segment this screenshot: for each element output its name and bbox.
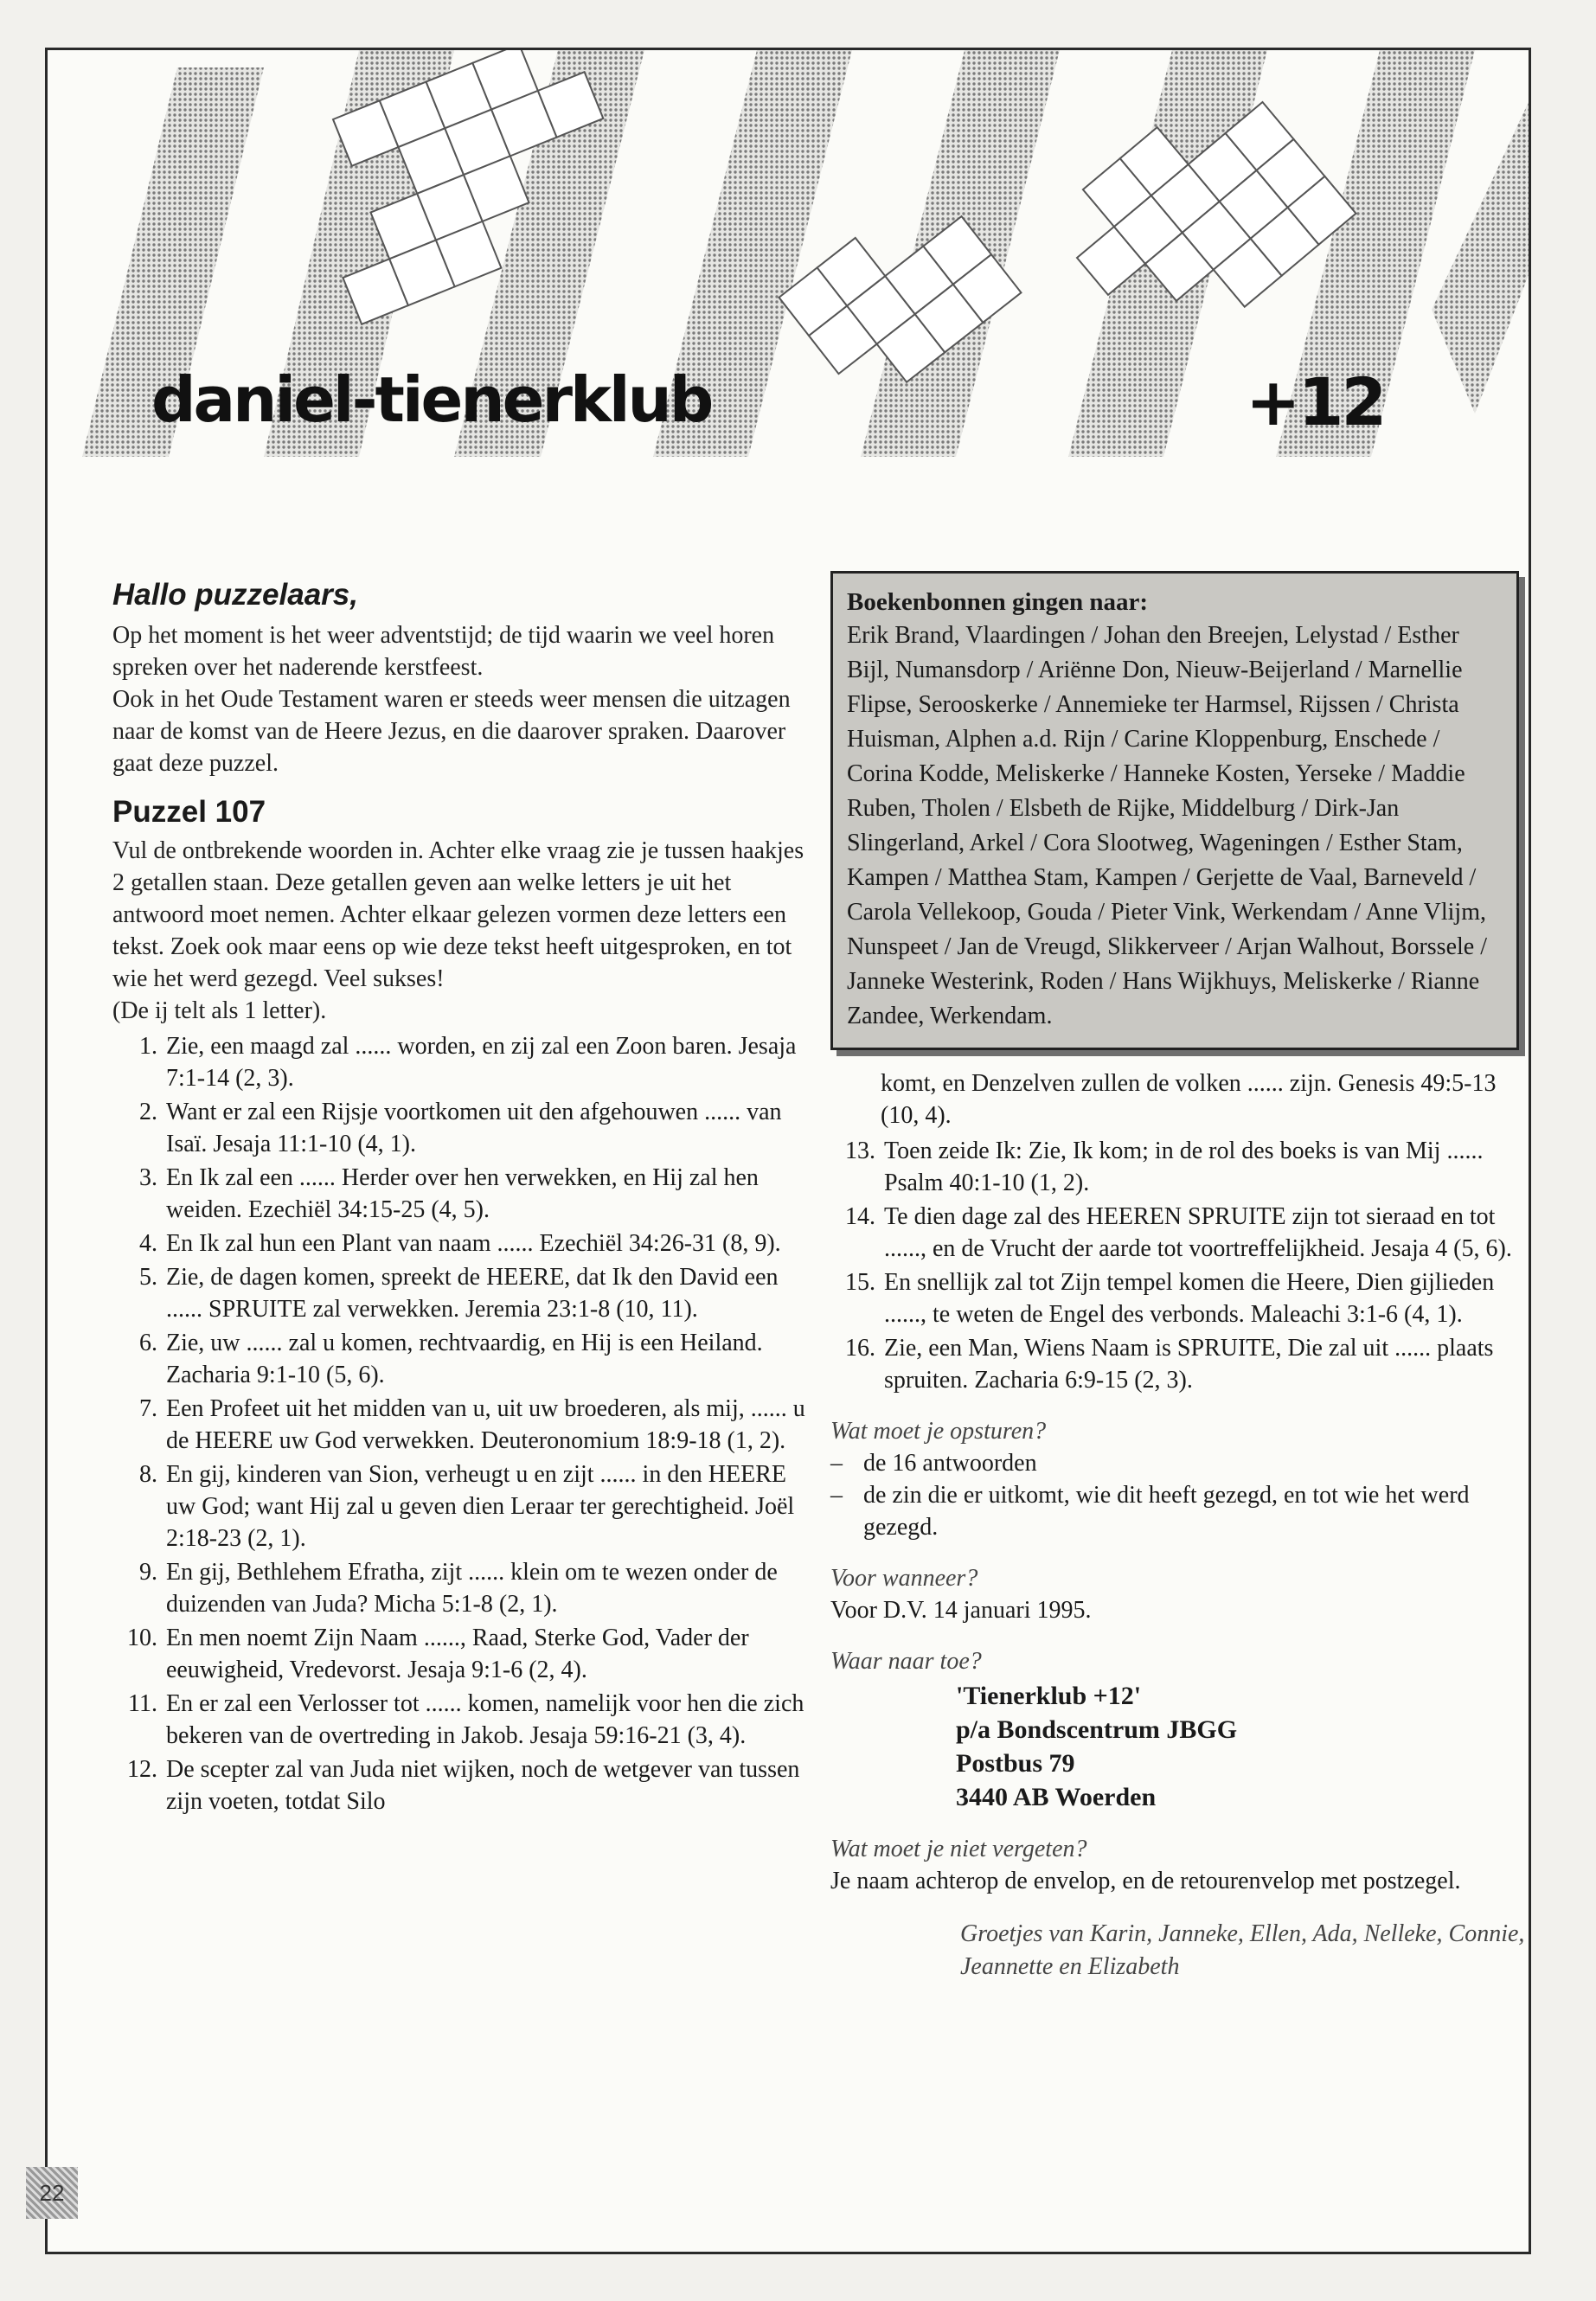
address-line: 'Tienerklub +12' — [956, 1682, 1142, 1710]
question-text: Toen zeide Ik: Zie, Ik kom; in de rol des boeks is van Mij ...... Psalm 40:1-10 (1, 2). — [884, 1138, 1484, 1196]
address-line: 3440 AB Woerden — [956, 1783, 1157, 1811]
questions-list-right — [830, 1135, 1527, 1396]
question-text: En gij, kinderen van Sion, verheugt u en zijt ...... in den HEERE uw God; want Hij zal u geven dien Leraar ter gerechtigheid. Joël 2:18-23 (2, 1). — [166, 1461, 795, 1552]
question-text: En Ik zal hun een Plant van naam ...... Ezechiël 34:26-31 (8, 9). — [166, 1230, 781, 1257]
deadline-answer: Voor D.V. 14 januari 1995. — [830, 1597, 1092, 1624]
question-text: En gij, Bethlehem Efratha, zijt ...... klein om te wezen onder de duizenden van Juda? Micha 5:1-8 (2, 1). — [166, 1559, 778, 1618]
question-number: 6. — [139, 1330, 157, 1356]
question-number: 16. — [845, 1335, 875, 1362]
question-number: 7. — [139, 1395, 157, 1422]
question-item — [112, 1227, 813, 1259]
question-12-continuation: komt, en Denzelven zullen de volken ...... zijn. Genesis 49:5-13 (10, 4). — [881, 1070, 1497, 1129]
question-item — [112, 1030, 813, 1094]
winners-list: Erik Brand, Vlaardingen / Johan den Breejen, Lelystad / Esther Bijl, Numansdorp / Ariënne Don, Nieuw-Beijerland / Marnellie Flipse, Serooskerke / Annemieke ter Harmsel, Rijssen / Christa Huisman, Alphen a.d. Rijn / Carine Kloppenburg, Enschede / Corina Kodde, Meliskerke / Hanneke Kosten, Yerseke / Maddie Ruben, Tholen / Elsbeth de Rijke, Middelburg / Dirk-Jan Slingerland, Arkel / Cora Slootweg, Wageningen / Esther Stam, Kampen / Matthea Stam, Kampen / Gerjette de Vaal, Barneveld / Carola Vellekoop, Gouda / Pieter Vink, Werkendam / Anne Vlijm, Nunspeet / Jan de Vreugd, Slikkerveer / Arjan Walhout, Borssele / Janneke Westerink, Roden / Hans Wijkhuys, Meliskerke / Rianne Zandee, Werkendam. — [847, 622, 1487, 1029]
puzzle-title: Puzzel 107 — [112, 795, 266, 829]
question-item — [112, 1458, 813, 1554]
question-number: 15. — [845, 1269, 875, 1296]
page-frame — [45, 48, 1531, 2254]
intro-paragraph: Ook in het Oude Testament waren er steeds weer mensen die uitzagen naar de komst van de Heere Jezus, en die daarover spraken. Daarover gaat deze puzzel. — [112, 686, 791, 777]
question-item — [830, 1201, 1527, 1265]
question-text: En er zal een Verlosser tot ...... komen, namelijk voor hen die zich bekeren van de overtreding in Jakob. Jesaja 59:16-21 (3, 4). — [166, 1690, 804, 1749]
question-item — [830, 1332, 1527, 1396]
question-item — [112, 1327, 813, 1391]
question-item — [112, 1688, 813, 1752]
question-text: Zie, een Man, Wiens Naam is SPRUITE, Die zal uit ...... plaats spruiten. Zacharia 6:9-15 (2, 3). — [884, 1335, 1494, 1394]
question-text: En Ik zal een ...... Herder over hen verwekken, en Hij zal hen weiden. Ezechiël 34:15-25 (4, 5). — [166, 1164, 759, 1223]
question-number: 2. — [139, 1099, 157, 1125]
reminder-question: Wat moet je niet vergeten? — [830, 1836, 1087, 1862]
question-item — [112, 1753, 813, 1817]
reminder-answer: Je naam achterop de envelop, en de retourenvelop met postzegel. — [830, 1868, 1461, 1894]
mailing-address — [830, 1679, 1527, 1814]
question-item — [112, 1393, 813, 1457]
send-item-text: de 16 antwoorden — [863, 1450, 1037, 1477]
question-item — [112, 1096, 813, 1160]
question-text: Te dien dage zal des HEEREN SPRUITE zijn tot sieraad en tot ......, en de Vrucht der aarde tot voortreffelijkheid. Jesaja 4 (5, 6). — [884, 1203, 1512, 1262]
question-text: En men noemt Zijn Naam ......, Raad, Sterke God, Vader der eeuwigheid, Vredevorst. Jesaja 9:1-6 (2, 4). — [166, 1625, 749, 1683]
question-number: 1. — [139, 1033, 157, 1060]
question-number: 5. — [139, 1264, 157, 1291]
question-number: 14. — [845, 1203, 875, 1230]
question-text: De scepter zal van Juda niet wijken, noch de wetgever van tussen zijn voeten, totdat Silo — [166, 1756, 800, 1815]
send-item — [830, 1479, 1527, 1543]
bullet-dash: – — [830, 1482, 843, 1509]
question-text: Zie, een maagd zal ...... worden, en zij zal een Zoon baren. Jesaja 7:1-14 (2, 3). — [166, 1033, 797, 1092]
send-item-text: de zin die er uitkomt, wie dit heeft gezegd, en tot wie het werd gezegd. — [863, 1482, 1470, 1541]
question-number: 13. — [845, 1138, 875, 1164]
question-number: 11. — [128, 1690, 157, 1717]
question-item — [112, 1162, 813, 1226]
address-question: Waar naar toe? — [830, 1648, 982, 1675]
send-question: Wat moet je opsturen? — [830, 1418, 1047, 1445]
question-text: Zie, de dagen komen, spreekt de HEERE, dat Ik den David een ...... SPRUITE zal verwekken. Jeremia 23:1-8 (10, 11). — [166, 1264, 779, 1323]
send-items-list — [830, 1447, 1527, 1543]
signature: Groetjes van Karin, Janneke, Ellen, Ada, Nelleke, Connie, Jeannette en Elizabeth — [960, 1920, 1525, 1980]
question-text: Zie, uw ...... zal u komen, rechtvaardig, en Hij is een Heiland. Zacharia 9:1-10 (5, 6). — [166, 1330, 763, 1388]
question-item — [830, 1135, 1527, 1199]
questions-list-left — [112, 1030, 813, 1817]
question-item — [112, 1261, 813, 1325]
deadline-question: Voor wanneer? — [830, 1565, 978, 1592]
page-number: 22 — [26, 2167, 78, 2219]
left-column — [112, 526, 813, 1819]
winners-title: Boekenbonnen gingen naar: — [847, 588, 1149, 616]
question-number: 10. — [127, 1625, 157, 1651]
right-column — [830, 526, 1527, 1984]
banner-age-label: +12 — [1246, 363, 1385, 440]
question-number: 12. — [127, 1756, 157, 1783]
header-banner — [48, 50, 1529, 500]
question-number: 8. — [139, 1461, 157, 1488]
banner-title: daniel-tienerklub — [151, 363, 712, 436]
question-item — [112, 1556, 813, 1620]
address-line: Postbus 79 — [956, 1749, 1075, 1778]
send-item — [830, 1447, 1527, 1479]
question-number: 4. — [139, 1230, 157, 1257]
question-item — [830, 1266, 1527, 1330]
question-text: Want er zal een Rijsje voortkomen uit den afgehouwen ...... van Isaï. Jesaja 11:1-10 (4, 1). — [166, 1099, 782, 1157]
question-number: 9. — [139, 1559, 157, 1586]
puzzle-note: (De ij telt als 1 letter). — [112, 997, 327, 1024]
winners-box — [830, 571, 1519, 1050]
question-item — [112, 1622, 813, 1686]
greeting-heading: Hallo puzzelaars, — [112, 578, 358, 612]
question-text: En snellijk zal tot Zijn tempel komen die Heere, Dien gijlieden ......, te weten de Engel des verbonds. Maleachi 3:1-6 (4, 1). — [884, 1269, 1495, 1328]
puzzle-instructions: Vul de ontbrekende woorden in. Achter elke vraag zie je tussen haakjes 2 getallen staan. Deze getallen geven aan welke letters je uit het antwoord moet nemen. Achter elkaar gelezen vormen deze letters een tekst. Zoek ook maar eens op wie deze tekst heeft uitgesproken, en tot wie het werd gezegd. Veel sukses! — [112, 837, 804, 992]
address-line: p/a Bondscentrum JBGG — [956, 1715, 1238, 1744]
question-number: 3. — [139, 1164, 157, 1191]
bullet-dash: – — [830, 1450, 843, 1477]
intro-paragraph: Op het moment is het weer adventstijd; de tijd waarin we veel horen spreken over het naderende kerstfeest. — [112, 622, 775, 681]
question-text: Een Profeet uit het midden van u, uit uw broederen, als mij, ...... u de HEERE uw God verwekken. Deuteronomium 18:9-18 (1, 2). — [166, 1395, 805, 1454]
